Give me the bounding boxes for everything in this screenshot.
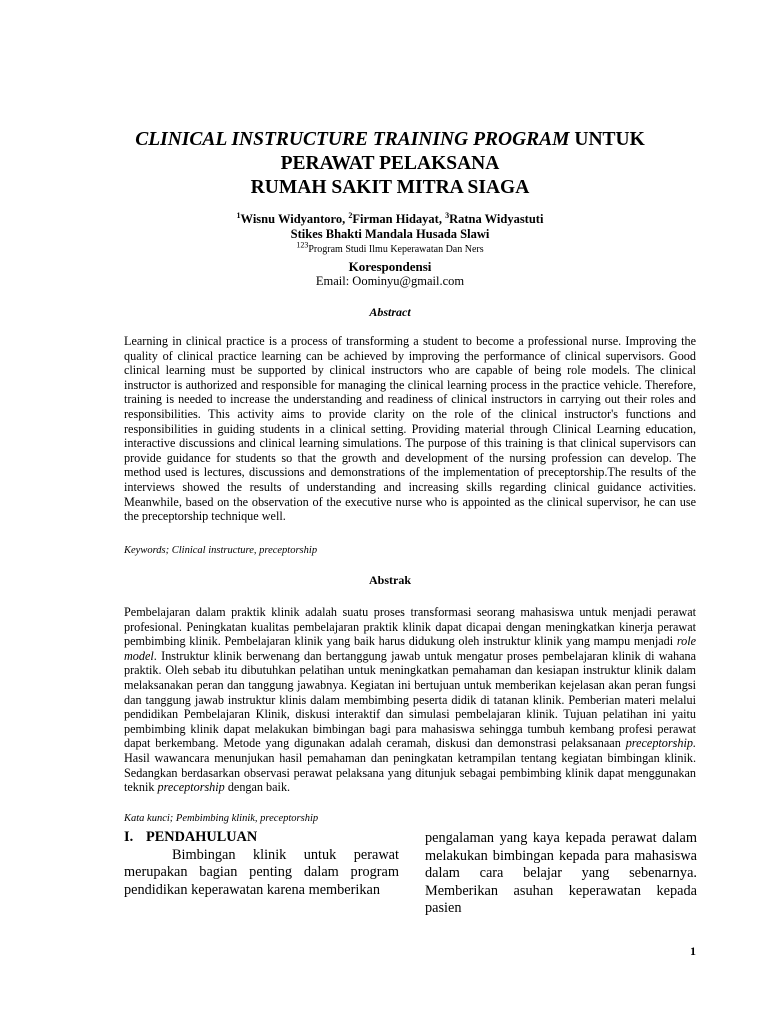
- abstrak-indonesian-text: Pembelajaran dalam praktik klinik adalah suatu proses transformasi seorang mahasiswa untuk menjadi perawat profesional. Peningkatan kualitas pembelajaran praktik klinik dapat dicapai dengan meningkatkan kinerja perawat pembimbing klinik. Pembelajaran klinik yang baik harus didukung oleh instruktur klinik yang mampu menjadi role model. Instruktur klinik berwenang dan bertanggung jawab untuk mengatur proses pembelajaran klinik di wahana praktik. Oleh sebab itu dibutuhkan pelatihan untuk meningkatkan pemahaman dan kesiapan instruktur klinik dalam melaksanakan peran dan tanggung jawabnya. Kegiatan ini bertujuan untuk memberikan kejelasan akan peran fungsi dan tanggung jawab instruktur klinis dalam membimbing peserta didik di tatanan klinik. Pemberian materi melalui pendidikan Pembelajaran Klinik, diskusi interaktif dan simulasi pembelajaran klinik. Tujuan pelatihan ini yaitu pembimbing klinik dapat melakukan bimbingan bagi para mahasiswa sehingga tumbuh kembang profesi perawat dapat berkembang. Metode yang digunakan adalah ceramah, diskusi dan demonstrasi pelaksanaan preceptorship. Hasil wawancara menunjukan hasil pemahaman dan peningkatan ketrampilan tentang kegiatan bimbingan klinik. Sedangkan berdasarkan observasi perawat pelaksana yang ditunjuk sebagai pembimbing klinik dapat menggunakan teknik preceptorship dengan baik.: [124, 605, 696, 795]
- section-heading: I. PENDAHULUAN: [124, 829, 258, 845]
- correspondence-label: Korespondensi: [348, 259, 432, 274]
- page-number: 1: [690, 944, 696, 958]
- body-column-right: pengalaman yang kaya kepada perawat dalam melakukan bimbingan kepada para mahasiswa dalam cara belajar yang sebenarnya. Memberikan asuhan keperawatan kepada pasien: [425, 830, 697, 916]
- body-paragraph-left: Bimbingan klinik untuk perawat merupakan bagian penting dalam program pendidikan keperawatan karena memberikan: [124, 846, 399, 898]
- paper-title-line-2: PERAWAT PELAKSANA: [280, 153, 500, 174]
- paper-title-line-1: [60, 128, 720, 152]
- paper-title-line-3: RUMAH SAKIT MITRA SIAGA: [250, 177, 530, 198]
- abstract-english-text: Learning in clinical practice is a process of transforming a student to become a professional nurse. Improving the quality of clinical practice learning can be achieved by improving the performance of clinical supervisors. Good clinical learning must be supported by clinical instructors who are capable of being role models. The clinical instructor is authorized and responsible for managing the clinical learning process in the practice vehicle. Therefore, training is needed to increase the understanding and readiness of clinical instructors in carrying out their roles and responsibilities. This activity aims to provide clarity on the role of the clinical instructor's functions and responsibilities in guiding students in a clinical setting. Providing material through Clinical Learning education, interactive discussions and clinical learning simulations. The purpose of this training is that clinical supervisors can provide guidance for students so that the growth and development of the nursing profession can develop. The method used is lectures, discussions and demonstrations of the implementation of preceptorship.The results of the interviews showed the results of understanding and increasing skills regarding clinical guidance activities. Meanwhile, based on the observation of the executive nurse who is appointed as the clinical supervisor, he can use the preceptorship technique well.: [124, 334, 696, 524]
- correspondence-email: Email: Oominyu@gmail.com: [315, 274, 465, 288]
- keywords-indonesian: Kata kunci; Pembimbing klinik, preceptorship: [124, 813, 319, 824]
- author-3: Ratna Widyastuti: [449, 212, 544, 226]
- author-2: Firman Hidayat,: [352, 212, 446, 226]
- abstract-heading: Abstract: [369, 305, 411, 319]
- title-italic-part: CLINICAL INSTRUCTURE TRAINING PROGRAM: [135, 129, 570, 150]
- body-column-left: [124, 829, 399, 899]
- study-program: $^{123}$Program Studi Ilmu Keperawatan Dan Ners: [296, 240, 484, 255]
- author-list: $^1$Wisnu Widyantoro, $^2$Firman Hidayat, $^3$Ratna Widyastuti: [236, 210, 544, 226]
- abstrak-heading: Abstrak: [368, 573, 411, 587]
- keywords-english: Keywords; Clinical instructure, preceptorship: [124, 545, 318, 556]
- institution: Stikes Bhakti Mandala Husada Slawi: [290, 227, 490, 241]
- title-rest-part: UNTUK: [569, 129, 645, 150]
- author-1: Wisnu Widyantoro,: [240, 212, 349, 226]
